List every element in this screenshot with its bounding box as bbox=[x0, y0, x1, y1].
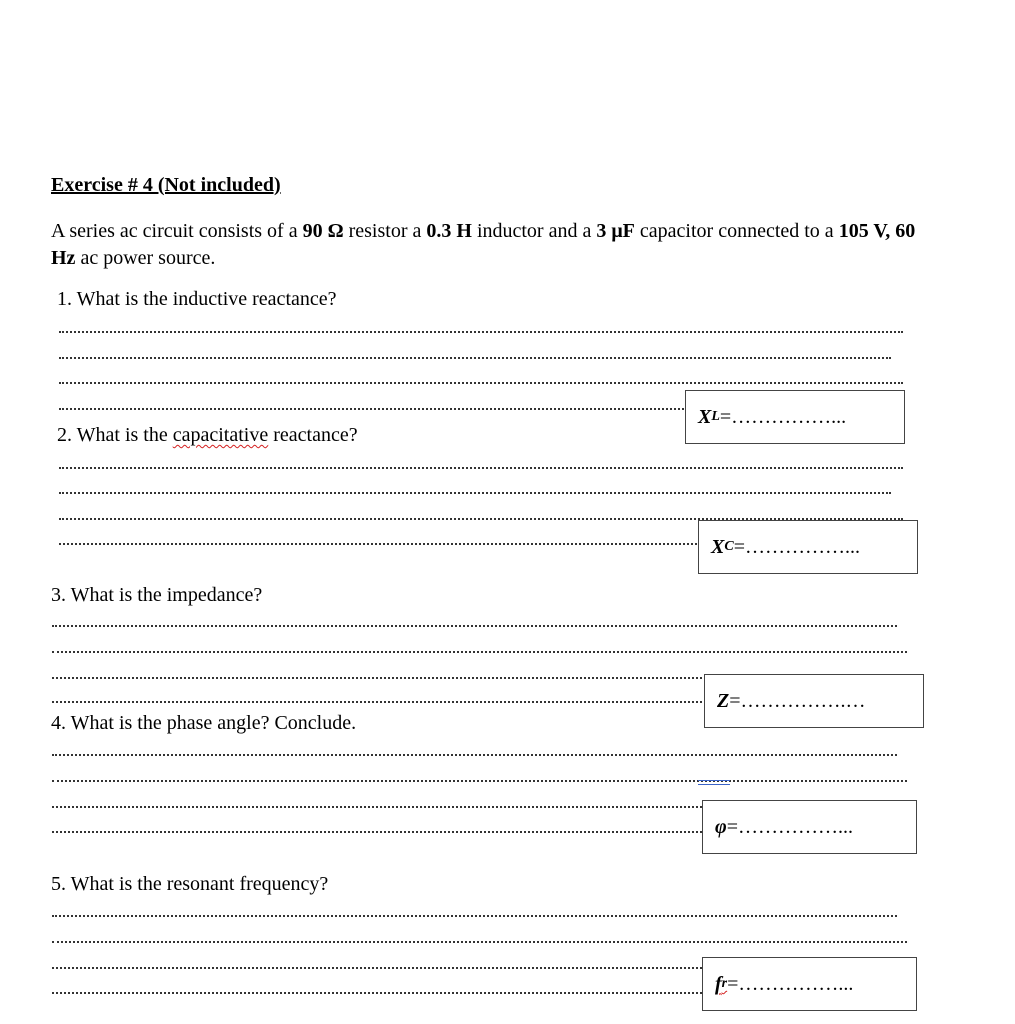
answer-line[interactable] bbox=[59, 382, 903, 384]
answer-line[interactable] bbox=[52, 992, 702, 994]
answer-line[interactable] bbox=[59, 543, 697, 545]
capacitance-value: 3 μF bbox=[596, 220, 635, 242]
answer-line[interactable] bbox=[52, 806, 702, 808]
answer-line[interactable] bbox=[52, 754, 897, 756]
answer-line[interactable] bbox=[52, 967, 702, 969]
resistance-value: 90 Ω bbox=[302, 220, 344, 242]
question-4: 4. What is the phase angle? Conclude. bbox=[51, 712, 357, 734]
answer-line[interactable] bbox=[52, 780, 907, 782]
source-value: 105 V, 60 Hz bbox=[51, 220, 916, 269]
answer-line[interactable] bbox=[52, 701, 702, 703]
question-3: 3. What is the impedance? bbox=[51, 584, 263, 606]
answer-line[interactable] bbox=[59, 357, 891, 359]
question-2: 2. What is the capacitative reactance? bbox=[57, 424, 358, 446]
answer-line[interactable] bbox=[59, 331, 903, 333]
inductance-value: 0.3 H bbox=[426, 220, 472, 242]
answer-line[interactable] bbox=[52, 625, 897, 627]
answer-box-inductive-reactance[interactable]: X L =……………... bbox=[685, 390, 905, 444]
question-5: 5. What is the resonant frequency? bbox=[51, 873, 329, 895]
answer-line[interactable] bbox=[52, 941, 907, 943]
answer-line[interactable] bbox=[52, 651, 907, 653]
answer-box-phase-angle[interactable]: φ =……………... bbox=[702, 800, 917, 854]
answer-line[interactable] bbox=[59, 467, 903, 469]
answer-box-impedance[interactable]: Z =…………….… bbox=[704, 674, 924, 728]
answer-line[interactable] bbox=[59, 408, 684, 410]
answer-line[interactable] bbox=[52, 915, 897, 917]
answer-box-resonant-frequency[interactable]: f r =……………... bbox=[702, 957, 917, 1011]
problem-statement: A series ac circuit consists of a 90 Ω resistor a 0.3 H inductor and a 3 μF capacitor connected to a 105 V, 60 Hz ac power source. bbox=[51, 220, 916, 269]
edit-mark bbox=[698, 780, 730, 785]
answer-line[interactable] bbox=[52, 677, 702, 679]
answer-line[interactable] bbox=[59, 492, 891, 494]
exercise-title: Exercise # 4 (Not included) bbox=[51, 174, 281, 196]
question-1: 1. What is the inductive reactance? bbox=[57, 288, 337, 310]
answer-line[interactable] bbox=[52, 831, 702, 833]
answer-box-capacitive-reactance[interactable]: X C =……………... bbox=[698, 520, 918, 574]
